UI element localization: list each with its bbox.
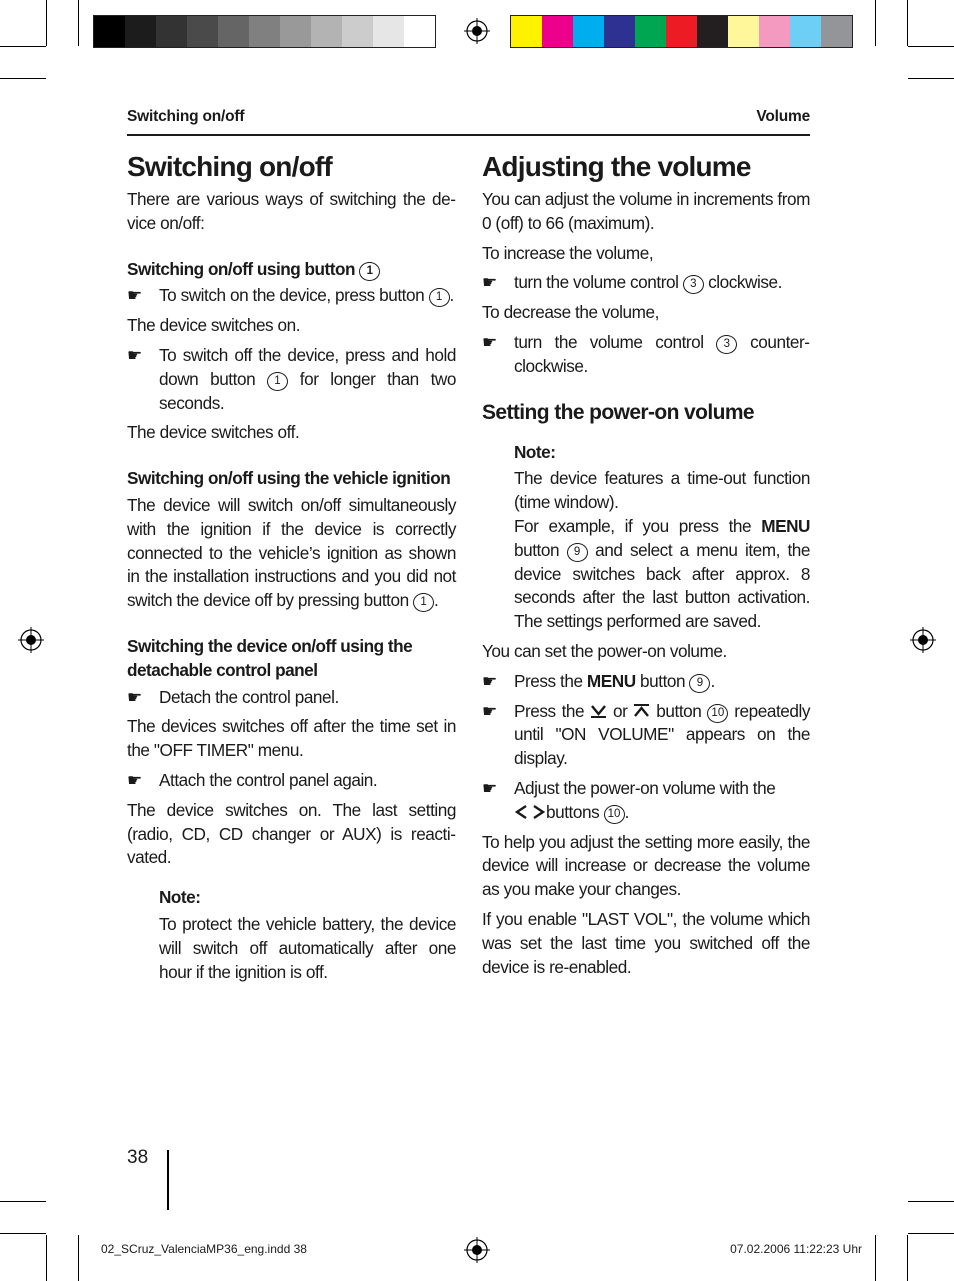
bullet-item xyxy=(127,686,456,710)
file-slug: 02_SCruz_ValenciaMP36_eng.indd 38 xyxy=(101,1242,307,1256)
note-label: Note: xyxy=(159,887,201,908)
help-paragraph: To help you adjust the setting more easily, the device will increase or decrease the volume as you make your changes. xyxy=(482,831,810,900)
last-vol-paragraph: If you enable "LAST VOL", the volume which was set the last time you switched off the device is re-enabled. xyxy=(482,908,810,977)
date-slug: 07.02.2006 11:22:23 Uhr xyxy=(730,1242,862,1256)
button-ref-badge: 3 xyxy=(683,275,704,294)
pointing-hand-icon: ☛ xyxy=(127,286,142,306)
button-ref-badge: 10 xyxy=(604,805,625,824)
color-swatch xyxy=(759,16,790,47)
subheading-power-on-volume: Setting the power-on volume xyxy=(482,400,754,424)
button-ref-badge: 1 xyxy=(267,372,288,391)
bullet-text: Press the xyxy=(514,670,583,691)
pointing-hand-icon: ☛ xyxy=(482,671,497,691)
pointing-hand-icon: ☛ xyxy=(127,770,142,790)
subheading-button xyxy=(127,258,456,282)
button-ref-badge: 1 xyxy=(413,593,434,612)
subheading-control-panel: Switching the device on/off using the detachable control panel xyxy=(127,635,413,680)
bullet-text: buttons xyxy=(546,801,600,822)
running-header-left: Switching on/off xyxy=(127,108,245,125)
color-swatch xyxy=(311,16,342,47)
increase-label: To increase the volume, xyxy=(482,242,654,263)
button-ref-badge: 9 xyxy=(689,674,710,693)
color-swatch xyxy=(666,16,697,47)
bullet-text: for longer than two seconds. xyxy=(159,368,456,413)
color-swatch xyxy=(156,16,187,47)
note-text-part: and select a menu item, the device switches back after approx. 8 seconds after the last button activation. The settings performed are saved. xyxy=(514,539,811,632)
bullet-text: clockwise. xyxy=(708,272,782,293)
bullet-text: To switch off the device, press and hold down button xyxy=(159,344,456,389)
color-swatch xyxy=(511,16,542,47)
pointing-hand-icon: ☛ xyxy=(127,345,142,365)
paragraph-text: The device will switch on/off simultaneously with the ignition if the device is correctly connected to the vehicle’s ignition as shown in the installation instructions and you did not switch the device off by pressing button xyxy=(127,494,456,611)
button-ref-badge: 9 xyxy=(567,543,588,562)
bullet-item: ☛ Press the MENU button 9 . xyxy=(482,670,810,694)
color-swatch xyxy=(342,16,373,47)
chevron-down-bar-icon xyxy=(590,704,607,718)
color-swatch xyxy=(635,16,666,47)
note-text xyxy=(482,515,810,634)
decrease-label: To decrease the volume, xyxy=(482,302,659,323)
button-ref-badge: 10 xyxy=(707,704,728,723)
color-swatch xyxy=(187,16,218,47)
ignition-paragraph: The device will switch on/off simultaneously with the ignition if the device is correctly connected to the vehicle’s ignition as shown in the installation instructions and you did not switch the device off by pressing button 1 . xyxy=(127,494,456,611)
note-text: The device features a time-out function (time window). xyxy=(514,468,810,513)
result-text: The device switches on. xyxy=(127,315,301,336)
color-swatch xyxy=(373,16,404,47)
chevron-up-bar-icon xyxy=(633,704,650,718)
left-right-arrows-icon xyxy=(514,805,546,819)
color-swatch xyxy=(404,16,435,47)
color-swatch xyxy=(249,16,280,47)
color-swatch xyxy=(604,16,635,47)
right-column xyxy=(482,150,810,979)
bullet-text: turn the volume control xyxy=(514,272,679,293)
bullet-item xyxy=(482,700,810,771)
button-ref-badge: 1 xyxy=(359,262,380,281)
can-set-text: You can set the power-on volume. xyxy=(482,640,727,661)
note-text-part: button xyxy=(514,539,560,560)
note-text-part: For example, if you press the xyxy=(514,515,752,536)
color-swatch xyxy=(218,16,249,47)
registration-mark-icon xyxy=(18,627,44,653)
bullet-text: Attach the control panel again. xyxy=(159,769,378,790)
pointing-hand-icon: ☛ xyxy=(482,332,497,352)
header-rule xyxy=(127,134,810,136)
gray-color-bar xyxy=(93,15,436,48)
color-swatch xyxy=(728,16,759,47)
color-swatch xyxy=(573,16,604,47)
subheading-ignition: Switching on/off using the vehicle ignition xyxy=(127,468,451,489)
button-ref-badge: 1 xyxy=(429,288,450,307)
result-text: The devices switches off after the time set in the "OFF TIMER" menu. xyxy=(127,716,456,761)
menu-key-label: MENU xyxy=(761,515,811,536)
bullet-item: ☛ To switch on the device, press button 1 . xyxy=(127,284,456,308)
button-ref-badge: 3 xyxy=(716,335,737,354)
process-color-bar xyxy=(510,15,853,48)
page-number: 38 xyxy=(127,1147,149,1168)
registration-mark-icon xyxy=(910,627,936,653)
section-title-volume: Adjusting the volume xyxy=(482,151,751,182)
pointing-hand-icon: ☛ xyxy=(482,273,497,293)
pointing-hand-icon: ☛ xyxy=(482,701,497,721)
bullet-item: ☛ Adjust the power-on volume with the buttons 10 . xyxy=(482,777,776,822)
bullet-text: To switch on the device, press button xyxy=(159,285,425,306)
menu-key-label: MENU xyxy=(586,670,636,691)
bullet-text: or xyxy=(613,700,628,721)
left-column xyxy=(127,150,456,984)
bullet-item xyxy=(482,331,810,379)
bullet-text: counterclockwise. xyxy=(514,331,811,376)
intro-paragraph: There are various ways of switching the device on/off: xyxy=(127,189,456,233)
color-swatch xyxy=(280,16,311,47)
bullet-item xyxy=(127,769,456,793)
bullet-item xyxy=(127,344,456,415)
section-title-switching: Switching on/off xyxy=(127,151,332,182)
pointing-hand-icon: ☛ xyxy=(482,778,497,798)
running-header-right: Volume xyxy=(756,108,810,125)
color-swatch xyxy=(697,16,728,47)
bullet-text: turn the volume control xyxy=(514,331,704,352)
result-text: The device switches on. The last setting (radio, CD, CD changer or AUX) is reactivated. xyxy=(127,799,456,868)
bullet-text: Adjust the power-on volume with the xyxy=(514,777,776,798)
color-swatch xyxy=(542,16,573,47)
registration-mark-icon xyxy=(464,1237,490,1263)
bullet-text: Detach the control panel. xyxy=(159,686,339,707)
bullet-text: Press the xyxy=(514,700,585,721)
result-text: The device switches off. xyxy=(127,422,300,443)
note-text: To protect the vehicle battery, the device will switch off automatically after one hour if the ignition is off. xyxy=(159,913,456,982)
note-label: Note: xyxy=(514,441,556,462)
bullet-text: button xyxy=(656,700,702,721)
subheading-text: Switching on/off using button xyxy=(127,258,355,279)
color-swatch xyxy=(94,16,125,47)
bullet-item xyxy=(482,271,810,295)
bullet-text: repeatedly until "ON VOLUME" appears on the display. xyxy=(514,700,811,769)
color-swatch xyxy=(125,16,156,47)
page-number-rule xyxy=(167,1150,169,1210)
intro-paragraph: You can adjust the volume in increments from 0 (off) to 66 (maximum). xyxy=(482,189,810,233)
registration-mark-icon xyxy=(464,18,490,44)
color-swatch xyxy=(790,16,821,47)
bullet-text: button xyxy=(640,670,686,691)
color-swatch xyxy=(821,16,852,47)
pointing-hand-icon: ☛ xyxy=(127,687,142,707)
